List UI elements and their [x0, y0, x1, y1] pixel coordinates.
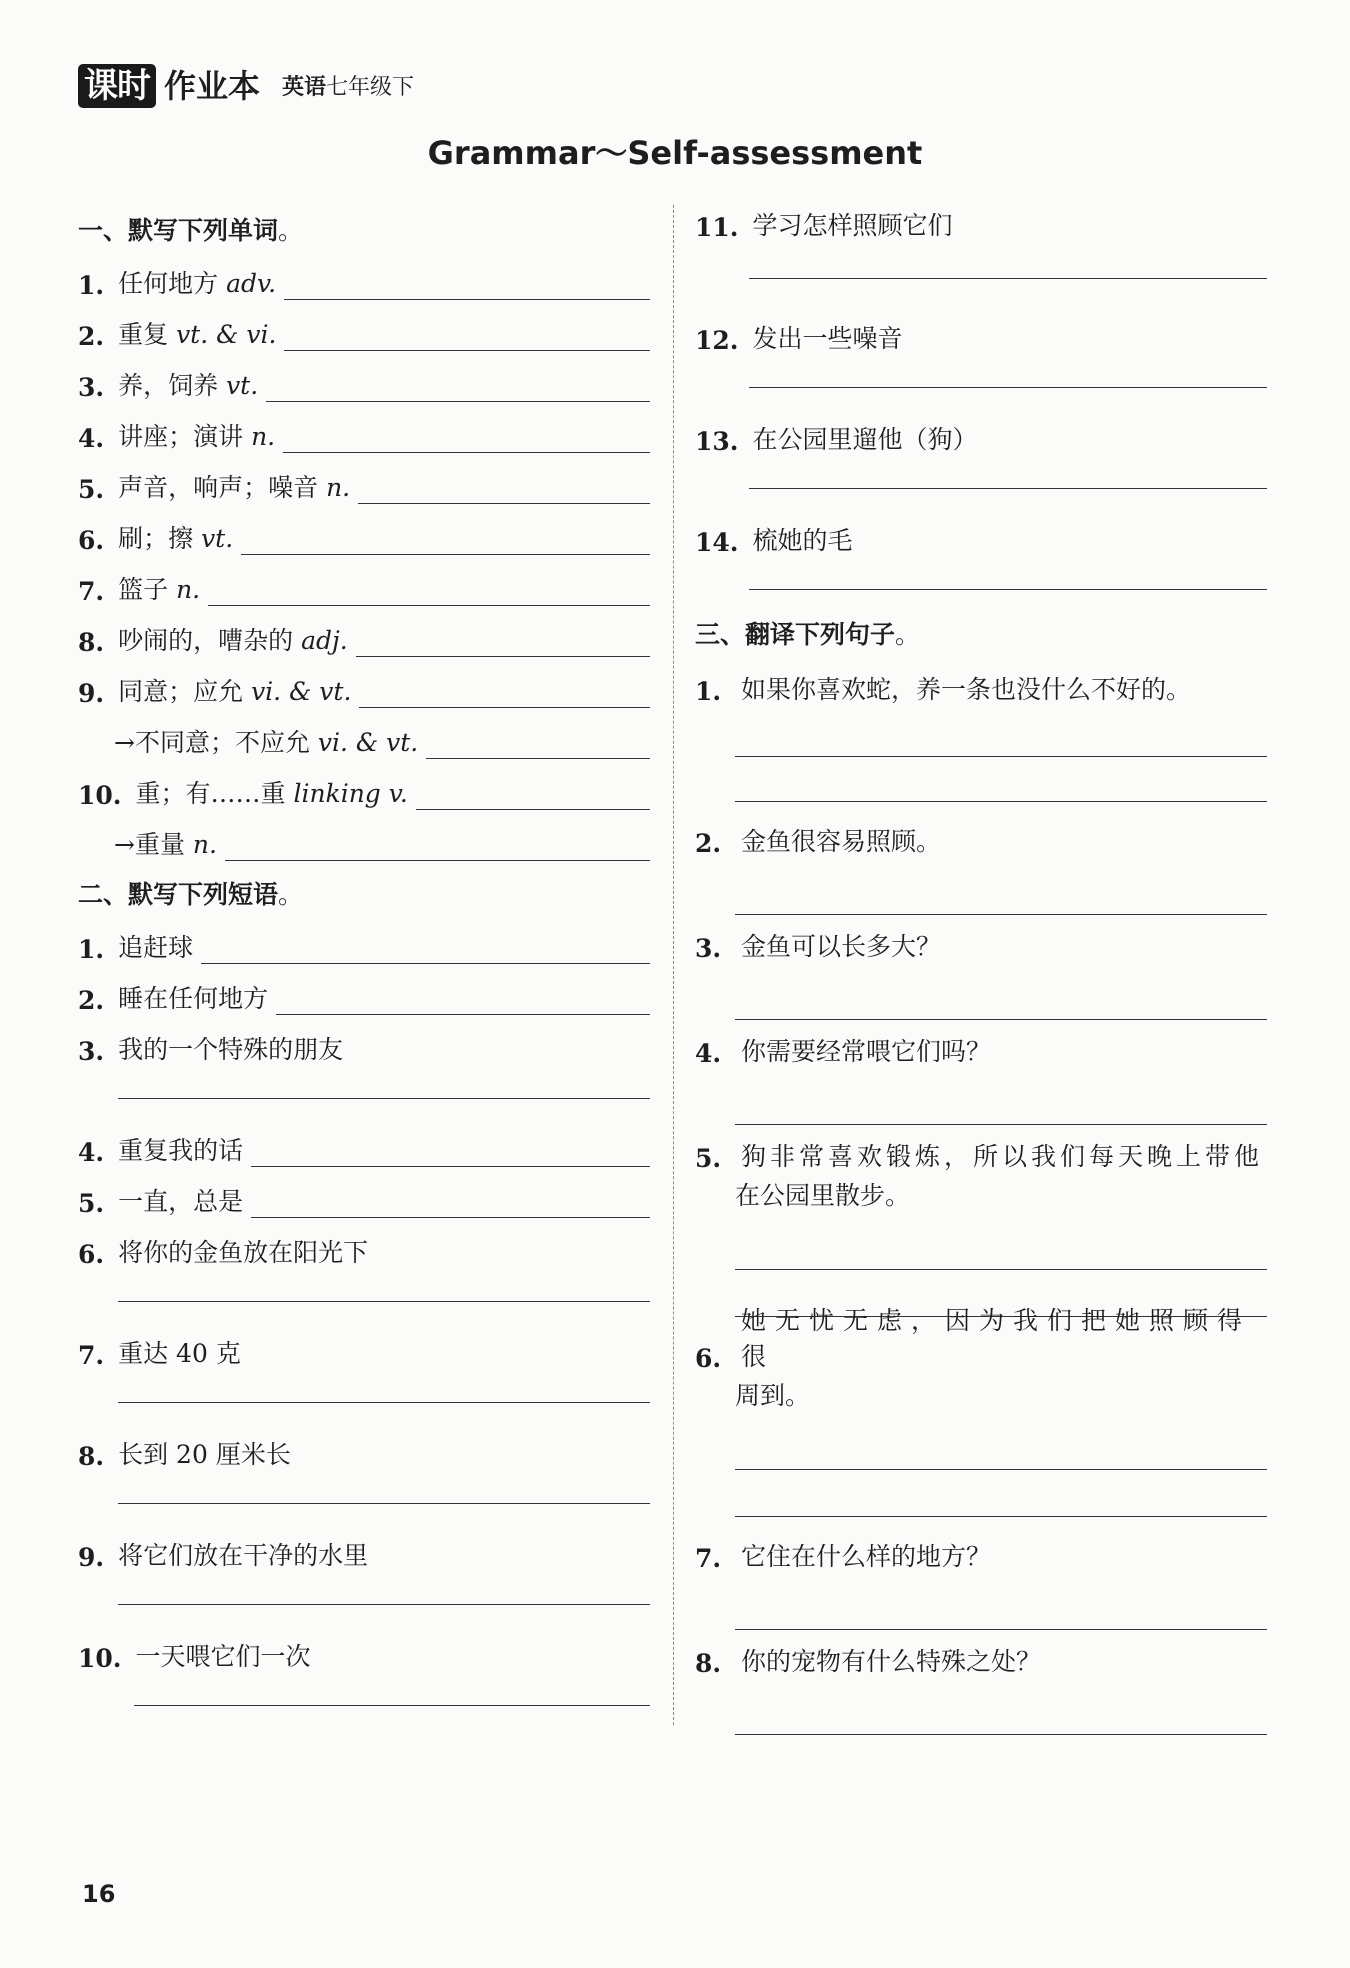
right-column [695, 208, 1267, 1735]
answer-blank[interactable] [359, 703, 650, 708]
sentence-item-2: 2. 金鱼很容易照顾。 [695, 810, 1267, 915]
answer-blank[interactable] [251, 1162, 650, 1167]
sentence-item-4: 4. 你需要经常喂它们吗？ [695, 1020, 1267, 1125]
word-item-6: 6. 刷；擦 vt. [78, 509, 650, 560]
answer-blank[interactable] [356, 652, 650, 657]
word-item-9-derived: →不同意；不应允 vi. & vt. [78, 713, 650, 764]
answer-blank[interactable] [208, 601, 650, 606]
answer-line[interactable] [134, 1705, 650, 1706]
answer-line[interactable] [118, 1098, 650, 1099]
left-column [78, 208, 650, 1728]
phrase-item-1: 1. 追赶球 [78, 918, 650, 969]
word-item-4: 4. 讲座；演讲 n. [78, 407, 650, 458]
page-number: 16 [82, 1880, 116, 1908]
answer-line[interactable] [735, 1678, 1267, 1735]
sentence-item-6: 6. 她无忧无虑，因为我们把她照顾得很 周到。 [695, 1325, 1267, 1517]
answer-line[interactable] [735, 1573, 1267, 1630]
phrase-item-5: 5. 一直，总是 [78, 1172, 650, 1223]
answer-blank[interactable] [416, 805, 650, 810]
phrase-item-10: 10. 一天喂它们一次 [78, 1627, 650, 1728]
word-item-9: 9. 同意；应允 vi. & vt. [78, 662, 650, 713]
answer-blank[interactable] [276, 1010, 650, 1015]
answer-blank[interactable] [201, 959, 650, 964]
answer-blank[interactable] [283, 448, 650, 453]
answer-line[interactable] [749, 488, 1267, 489]
answer-blank[interactable] [241, 550, 650, 555]
page-header [78, 58, 414, 108]
sentence-item-3: 3. 金鱼可以长多大？ [695, 915, 1267, 1020]
phrase-item-14: 14. 梳她的毛 [695, 511, 1267, 612]
phrase-item-13: 13. 在公园里遛他（狗） [695, 410, 1267, 511]
sentence-item-7: 7. 它住在什么样的地方？ [695, 1525, 1267, 1630]
word-item-5: 5. 声音，响声；噪音 n. [78, 458, 650, 509]
answer-line[interactable] [749, 589, 1267, 590]
answer-blank[interactable] [266, 397, 650, 402]
word-item-10: 10. 重；有……重 linking v. [78, 764, 650, 815]
column-divider [673, 205, 674, 1725]
answer-line[interactable] [735, 963, 1267, 1020]
section-heading-words: 一、默写下列单词。 [78, 216, 304, 245]
section-heading-phrases: 二、默写下列短语。 [78, 880, 304, 909]
section-heading-sentences: 三、翻译下列句子。 [695, 620, 921, 649]
answer-line[interactable] [749, 278, 1267, 279]
answer-line[interactable] [735, 1470, 1267, 1517]
sentence-item-8: 8. 你的宠物有什么特殊之处？ [695, 1630, 1267, 1735]
phrase-item-11: 11. 学习怎样照顾它们 [695, 208, 1267, 309]
phrase-item-3: 3. 我的一个特殊的朋友 [78, 1020, 650, 1121]
page-title: Grammar～Self-assessment [427, 134, 923, 172]
answer-line[interactable] [735, 1219, 1267, 1270]
answer-blank[interactable] [426, 754, 650, 759]
sentence-item-1: 1. 如果你喜欢蛇，养一条也没什么不好的。 [695, 658, 1267, 802]
word-item-1: 1. 任何地方 adv. [78, 254, 650, 305]
answer-line[interactable] [735, 757, 1267, 802]
phrase-item-8: 8. 长到 20 厘米长 [78, 1425, 650, 1526]
answer-line[interactable] [735, 706, 1267, 757]
answer-blank[interactable] [284, 346, 650, 351]
word-item-3: 3. 养，饲养 vt. [78, 356, 650, 407]
brand-logo: 课时 [78, 64, 156, 108]
answer-line[interactable] [118, 1604, 650, 1605]
word-item-10-derived: →重量 n. [78, 815, 650, 866]
answer-line[interactable] [118, 1402, 650, 1403]
answer-blank[interactable] [251, 1213, 650, 1218]
answer-line[interactable] [749, 387, 1267, 388]
answer-line[interactable] [735, 1068, 1267, 1125]
word-item-7: 7. 篮子 n. [78, 560, 650, 611]
book-title: 作业本 [164, 67, 261, 105]
phrase-item-6: 6. 将你的金鱼放在阳光下 [78, 1223, 650, 1324]
answer-line[interactable] [735, 1419, 1267, 1470]
answer-line[interactable] [118, 1503, 650, 1504]
phrase-item-2: 2. 睡在任何地方 [78, 969, 650, 1020]
answer-line[interactable] [735, 858, 1267, 915]
phrase-item-7: 7. 重达 40 克 [78, 1324, 650, 1425]
answer-blank[interactable] [284, 295, 650, 300]
word-item-2: 2. 重复 vt. & vi. [78, 305, 650, 356]
answer-blank[interactable] [225, 856, 650, 861]
word-item-8: 8. 吵闹的，嘈杂的 adj. [78, 611, 650, 662]
phrase-item-9: 9. 将它们放在干净的水里 [78, 1526, 650, 1627]
answer-blank[interactable] [358, 499, 650, 504]
phrase-item-4: 4. 重复我的话 [78, 1121, 650, 1172]
phrase-item-12: 12. 发出一些噪音 [695, 309, 1267, 410]
sentence-item-5: 5. 狗非常喜欢锻炼，所以我们每天晚上带他 在公园里散步。 [695, 1125, 1267, 1317]
answer-line[interactable] [118, 1301, 650, 1302]
subject-label: 英语七年级下 [282, 75, 415, 100]
